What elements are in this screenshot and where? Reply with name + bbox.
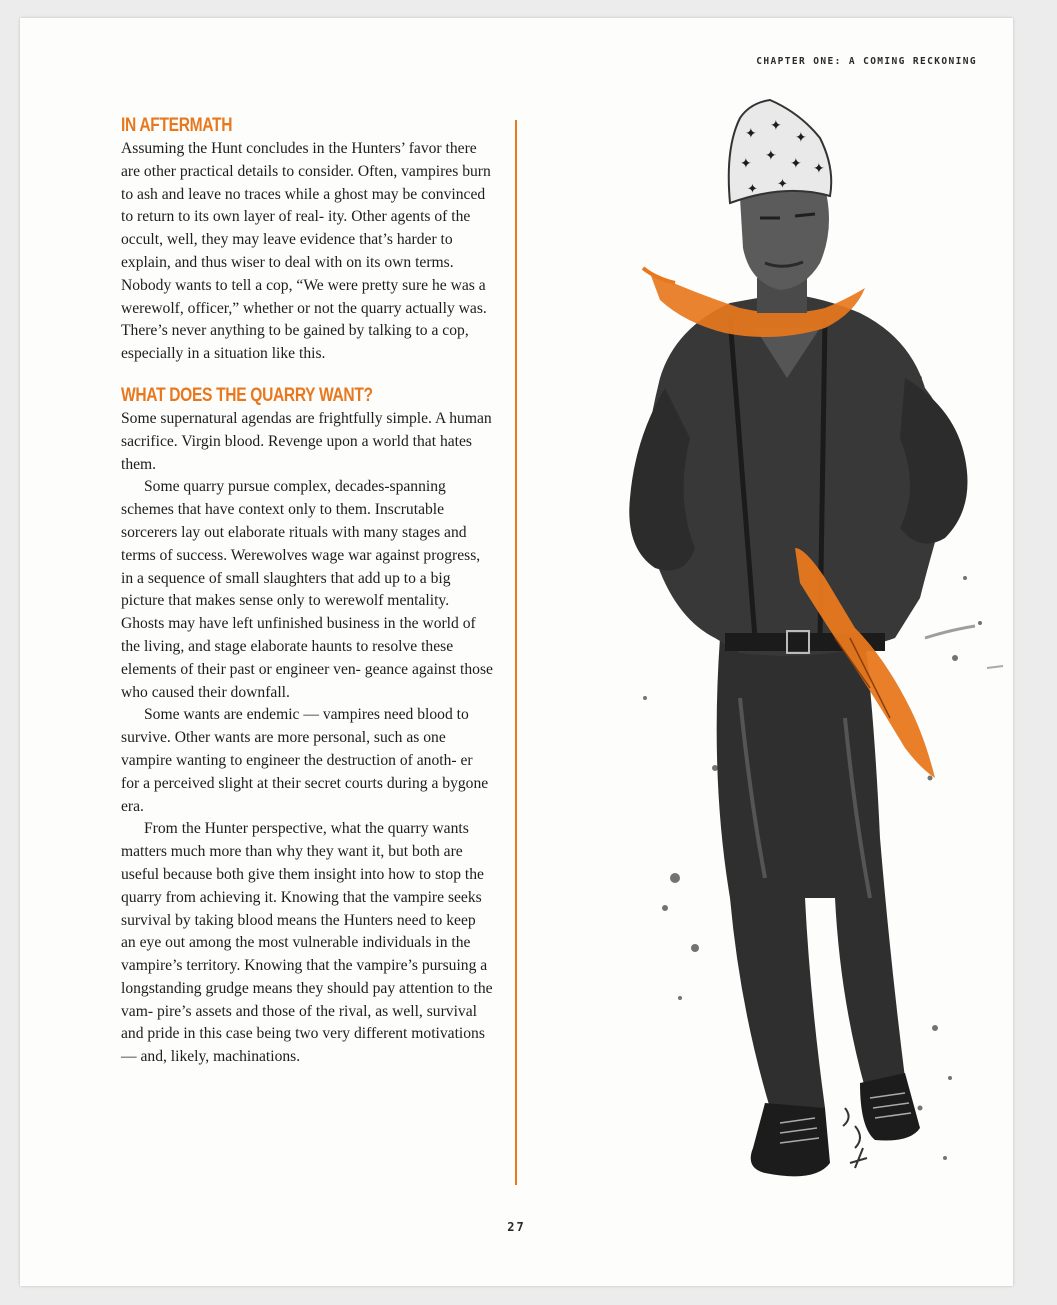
text-column	[121, 114, 493, 1069]
book-page	[20, 18, 1013, 1286]
right-shoe	[860, 1073, 920, 1141]
svg-text:✦: ✦	[747, 182, 758, 197]
section-heading-quarry-want: WHAT DOES THE QUARRY WANT?	[121, 384, 373, 406]
svg-text:✦: ✦	[813, 161, 825, 177]
column-divider	[515, 120, 517, 1185]
svg-text:✦: ✦	[745, 126, 757, 142]
running-head: CHAPTER ONE: A COMING RECKONING	[756, 56, 977, 67]
legs	[717, 638, 905, 1108]
paragraph: Some quarry pursue complex, decades-spanning schemes that have context only to them. Inscrutable sorcerers lay out elaborate rituals with many stages and terms of success. Werewolves wage war against progress, in a sequence of small slaughters that add up to a big picture that makes sense only to werewolf mentality. Ghosts may have left unfinished business in the world of the living, and stage elaborate haunts to resolve these elements of their past or engineer ven- geance against those who caused their downfall.	[121, 478, 493, 701]
svg-text:✦: ✦	[790, 156, 802, 172]
paragraph: Assuming the Hunt concludes in the Hunters’ favor there are other practical details to consider. Often, vampires burn to ash and leave no traces while a ghost may be convinced to return to its own layer of real- ity. Other agents of the occult, well, they may leave evidence that’s harder to explain, and thus wiser to deal with on its own terms. Nobody wants to tell a cop, “We were pretty sure he was a werewolf, officer,” whether or not the quarry actually was. There’s never anything to be gained by talking to a cop, especially in a situation like this.	[121, 140, 491, 363]
paragraph: Some wants are endemic — vampires need blood to survive. Other wants are more personal, such as one vampire wanting to engineer the destruction of anoth- er for a perceived slight at their secret courts during a bygone era.	[121, 706, 489, 815]
svg-text:✦: ✦	[795, 130, 807, 146]
right-arm	[900, 378, 968, 544]
page-number: 27	[507, 1220, 526, 1234]
svg-text:✦: ✦	[770, 118, 782, 134]
paragraph: Some supernatural agendas are frightfully simple. A human sacrifice. Virgin blood. Revenge upon a world that hates them.	[121, 409, 492, 473]
hunter-illustration	[525, 78, 1013, 1228]
svg-text:✦: ✦	[740, 156, 752, 172]
section-heading-aftermath: IN AFTERMATH	[121, 115, 233, 136]
svg-text:✦: ✦	[765, 148, 777, 164]
svg-text:✦: ✦	[777, 177, 788, 192]
left-shoe	[751, 1103, 830, 1176]
paragraph: From the Hunter perspective, what the quarry wants matters much more than why they want it, but both are useful because both give them insight into how to stop the quarry from achieving it. Knowing that the vampire seeks survival by taking blood means the Hunters need to keep an eye out among the most vulnerable individuals in the vampire’s territory. Knowing that the vampire’s pursuing a longstanding grudge means they should pay attention to the vam- pire’s assets and those of the rival, as well, survival and pride in this case being two very different motivations — and, likely, machinations.	[121, 820, 493, 1066]
